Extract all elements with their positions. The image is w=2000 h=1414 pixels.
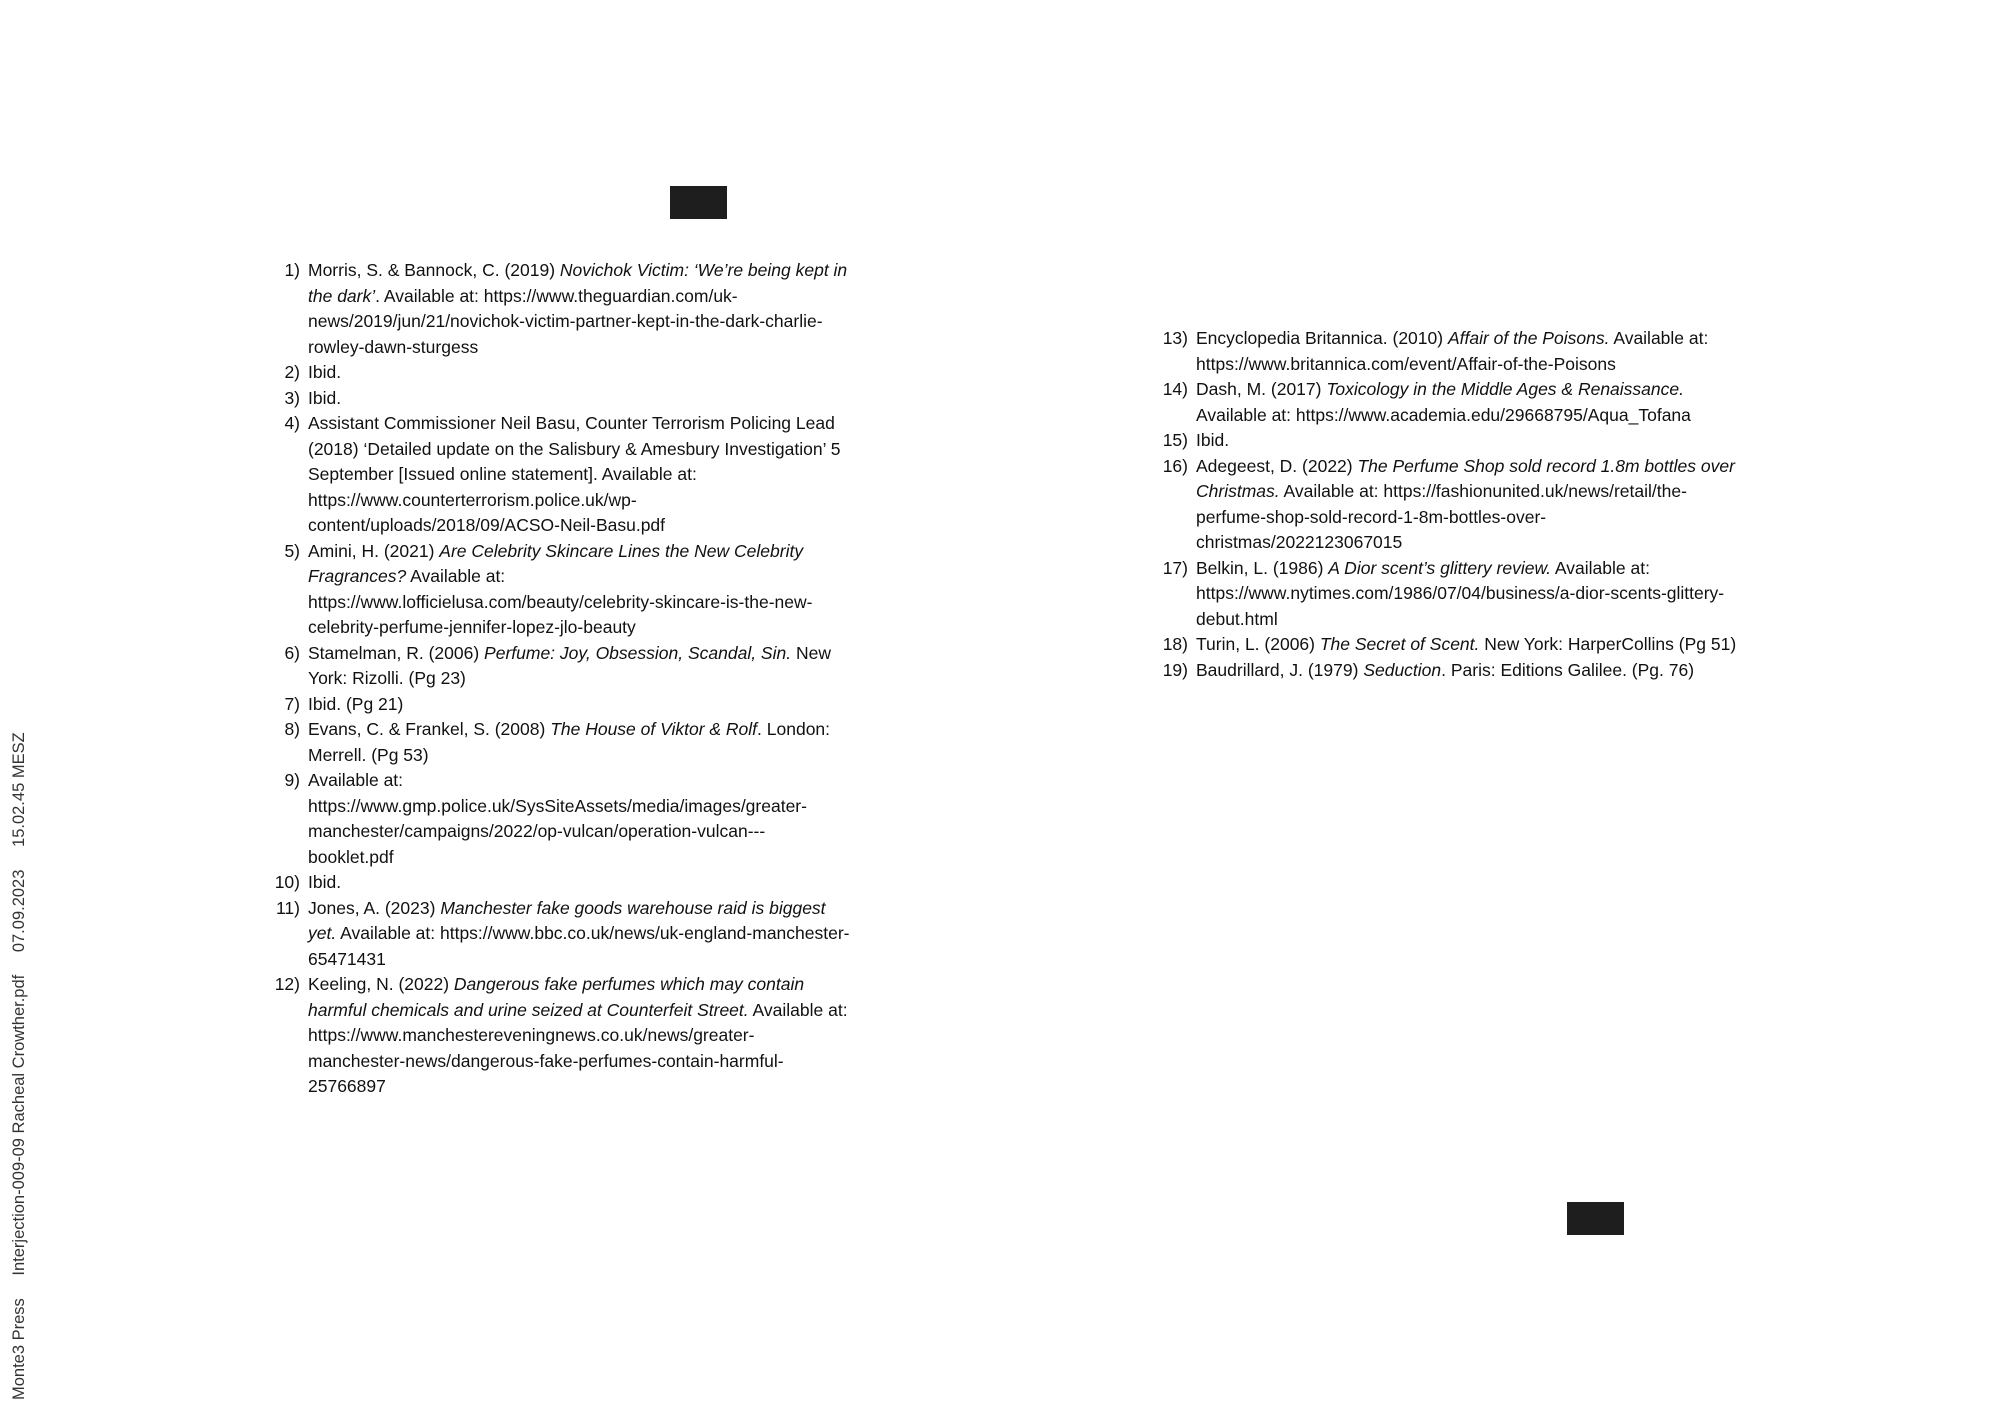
endnote-segment: Amini, H. (2021) — [308, 540, 440, 561]
endnote-number: 4) — [284, 413, 300, 433]
endnote-number: 11) — [276, 897, 300, 918]
endnote-title: Affair of the Poisons. — [1447, 328, 1610, 348]
endnote — [270, 258, 850, 360]
endnote — [1158, 326, 1748, 377]
endnote-segment: Turin, L. (2006) — [1196, 634, 1320, 654]
endnote-segment: Jones, A. (2023) — [308, 897, 441, 918]
endnote-number: 9) — [284, 770, 300, 790]
endnote-segment: Ibid. — [308, 387, 342, 408]
endnote-text — [308, 386, 850, 412]
endnote — [270, 360, 850, 386]
endnote — [1158, 428, 1748, 454]
endnote-number: 7) — [284, 693, 300, 714]
endnote-number: 19) — [1162, 659, 1188, 680]
endnote-segment: Available at: https://www.lofficielusa.com/beauty/celebrity-skincare-is-the-new-celebrity-perfume-jennifer-lopez-jlo-beauty — [308, 566, 813, 637]
endnote-segment: Adegeest, D. (2022) — [1196, 455, 1358, 476]
endnote — [270, 386, 850, 412]
endnote-title: The Perfume Shop sold record 1.8m bottles over Christmas. — [1196, 455, 1735, 501]
endnote-segment: Available at: https://www.britannica.com/event/Affair-of-the-Poisons — [1196, 328, 1709, 374]
endnote-text — [308, 360, 850, 386]
endnote-title: Perfume: Joy, Obsession, Scandal, Sin. — [484, 642, 792, 663]
endnote-number: 10) — [274, 872, 300, 892]
endnote-segment: Evans, C. & Frankel, S. (2008) — [308, 719, 551, 739]
endnote — [1158, 632, 1748, 658]
endnote-segment: Ibid. — [1196, 430, 1230, 450]
endnote-segment: Encyclopedia Britannica. (2010) — [1196, 328, 1448, 348]
print-time: 15.02.45 MESZ — [10, 732, 28, 847]
endnote — [270, 717, 850, 768]
endnote — [270, 641, 850, 692]
endnote-number: 8) — [284, 719, 300, 739]
endnote-number: 12) — [274, 974, 300, 994]
endnote-segment: . Paris: Editions Galilee. (Pg. 76) — [1441, 659, 1695, 680]
endnote-title: Seduction — [1363, 659, 1442, 680]
endnote-text — [308, 692, 850, 718]
endnote — [270, 411, 850, 539]
endnote-segment: Assistant Commissioner Neil Basu, Counter Terrorism Policing Lead (2018) ‘Detailed update on the Salisbury & Amesbury Investigation’ 5 September [Issued online statement]. Available at: https://www.counterterrorism.police.uk/wp-content/uploads/2018/09/ACSO-Neil-Basu.pdf — [308, 413, 841, 535]
endnote-segment: Ibid. — [308, 872, 342, 892]
endnote — [1158, 377, 1748, 428]
print-slug — [8, 660, 30, 1400]
endnote-text — [308, 972, 850, 1100]
endnote — [1158, 658, 1748, 684]
endnote-segment: Available at: https://fashionunited.uk/news/retail/the-perfume-shop-sold-record-1-8m-bottles-over-christmas/2022123067015 — [1196, 481, 1687, 552]
endnote-text — [1196, 428, 1748, 454]
endnote — [270, 768, 850, 870]
endnote-text — [308, 717, 850, 768]
print-date: 07.09.2023 — [10, 869, 28, 953]
endnote-segment: Available at: https://www.bbc.co.uk/news/uk-england-manchester-65471431 — [308, 923, 850, 969]
endnote-text — [1196, 658, 1748, 684]
endnote-segment: Ibid. — [308, 362, 342, 382]
endnote-segment: Available at: https://www.gmp.police.uk/SysSiteAssets/media/images/greater-manchester/campaigns/2022/op-vulcan/operation-vulcan---booklet.pdf — [308, 770, 807, 867]
endnote-title: Manchester fake goods warehouse raid is biggest yet. — [308, 897, 826, 943]
endnote-segment: Ibid. (Pg 21) — [308, 693, 404, 714]
endnote-number: 18) — [1162, 634, 1188, 654]
endnote-number: 14) — [1162, 379, 1188, 399]
endnote-segment: Available at: https://www.manchestereveningnews.co.uk/news/greater-manchester-news/dangerous-fake-perfumes-contain-harmful-25766897 — [308, 999, 848, 1096]
endnote-number: 16) — [1162, 455, 1188, 476]
endnote — [1158, 454, 1748, 556]
endnote-segment: Keeling, N. (2022) — [308, 974, 454, 994]
endnote-segment: New York: HarperCollins (Pg 51) — [1479, 634, 1737, 654]
endnote-segment: New York: Rizolli. (Pg 23) — [308, 642, 831, 688]
endnote — [270, 870, 850, 896]
endnote-title: The Secret of Scent. — [1319, 634, 1480, 654]
endnote-text — [1196, 556, 1748, 633]
endnote-number: 5) — [284, 540, 300, 561]
endnote-text — [308, 641, 850, 692]
endnote-text — [308, 539, 850, 641]
endnote-text — [308, 258, 850, 360]
endnote-number: 15) — [1162, 430, 1188, 450]
endnote-segment: Available at: https://www.academia.edu/29668795/Aqua_Tofana — [1196, 404, 1691, 425]
endnote-number: 6) — [284, 642, 300, 663]
endnotes-left-column — [270, 258, 850, 1100]
endnote-segment: Morris, S. & Bannock, C. (2019) — [308, 260, 560, 280]
endnote-number: 13) — [1162, 328, 1188, 348]
endnote-title: Are Celebrity Skincare Lines the New Celebrity Fragrances? — [308, 540, 804, 586]
endnote — [270, 972, 850, 1100]
page-marker-bottom — [1567, 1202, 1624, 1235]
page-marker-top — [670, 186, 727, 219]
file-name: Interjection-009-09 Racheal Crowther.pdf — [10, 974, 28, 1276]
endnote-title: Dangerous fake perfumes which may contain harmful chemicals and urine seized at Counterfeit Street. — [308, 974, 805, 1020]
endnote-text — [308, 411, 850, 539]
endnote — [1158, 556, 1748, 633]
endnote — [270, 692, 850, 718]
endnote-segment: Belkin, L. (1986) — [1196, 557, 1329, 578]
endnote-title: Novichok Victim: ‘We’re being kept in the dark’ — [308, 260, 848, 306]
publisher-name: Monte3 Press — [10, 1298, 28, 1400]
endnote-text — [1196, 377, 1748, 428]
endnotes-right-column — [1158, 326, 1748, 683]
endnote-text — [308, 896, 850, 973]
endnote-text — [1196, 632, 1748, 658]
endnote-title: Toxicology in the Middle Ages & Renaissance. — [1326, 379, 1684, 399]
endnote-number: 3) — [284, 387, 300, 408]
endnote-segment: . Available at: https://www.theguardian.com/uk-news/2019/jun/21/novichok-victim-partner-kept-in-the-dark-charlie-rowley-dawn-sturgess — [308, 285, 823, 357]
endnote-text — [308, 768, 850, 870]
endnote-title: The House of Viktor & Rolf — [550, 719, 758, 739]
endnote-number: 2) — [284, 362, 300, 382]
endnote-segment: Available at: https://www.nytimes.com/1986/07/04/business/a-dior-scents-glittery-debut.html — [1196, 557, 1725, 629]
endnote — [270, 896, 850, 973]
endnote-text — [308, 870, 850, 896]
endnote-segment: Dash, M. (2017) — [1196, 379, 1327, 399]
endnote-text — [1196, 454, 1748, 556]
endnote-number: 17) — [1162, 557, 1188, 578]
endnote-segment: Baudrillard, J. (1979) — [1196, 659, 1364, 680]
endnote-segment: Stamelman, R. (2006) — [308, 642, 485, 663]
endnote — [270, 539, 850, 641]
endnote-text — [1196, 326, 1748, 377]
endnote-segment: . London: Merrell. (Pg 53) — [308, 719, 831, 765]
endnote-title: A Dior scent’s glittery review. — [1328, 557, 1552, 578]
endnote-number: 1) — [284, 260, 300, 280]
